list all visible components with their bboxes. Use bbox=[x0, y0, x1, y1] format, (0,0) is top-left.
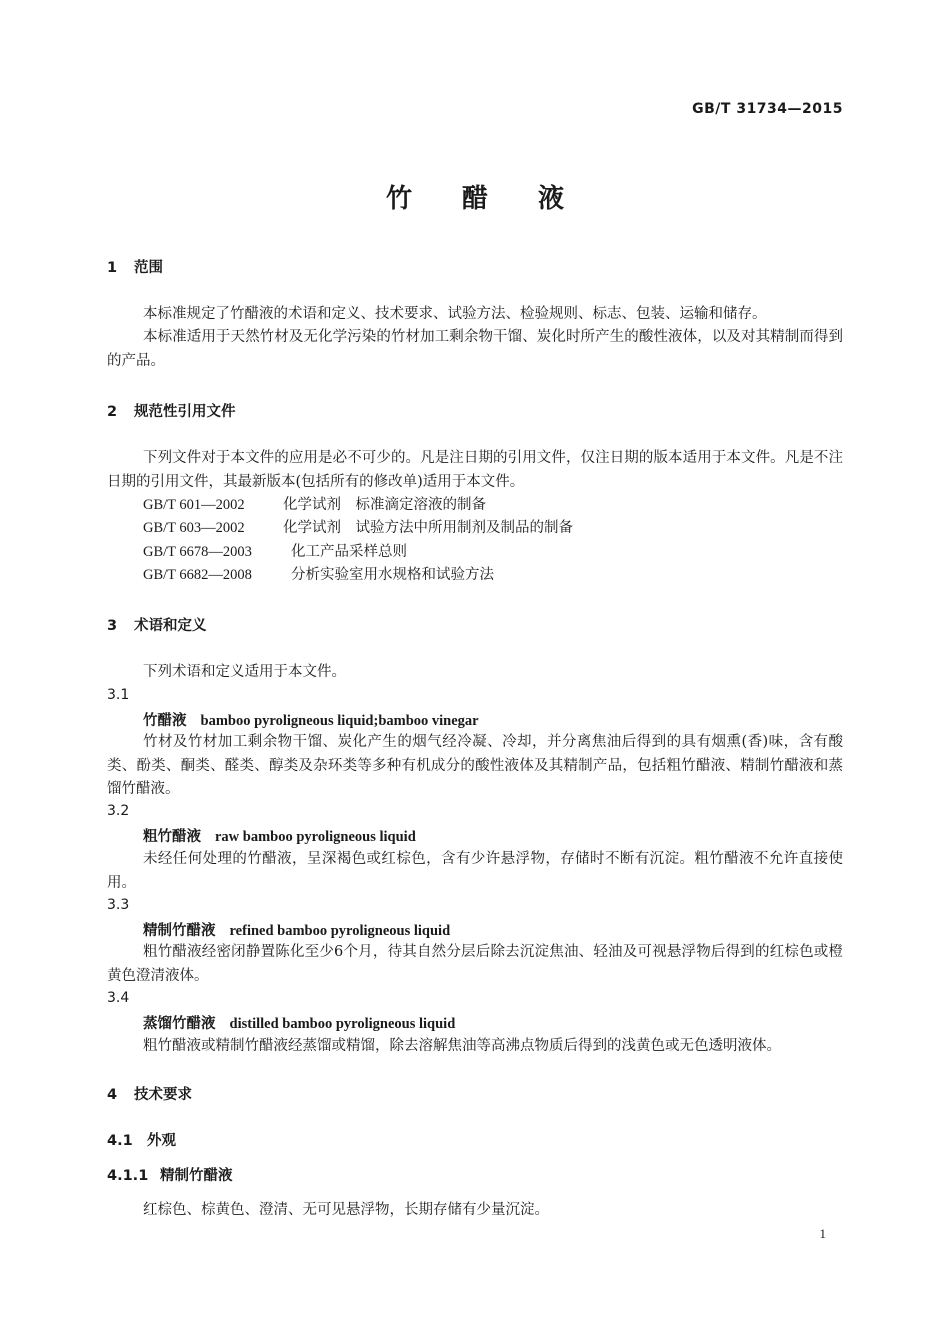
title-char: 醋 bbox=[461, 184, 488, 214]
section-1-heading bbox=[107, 256, 163, 277]
term-definition bbox=[107, 941, 843, 988]
reference-item bbox=[143, 541, 407, 565]
reference-code: GB/T 601—2002 bbox=[143, 497, 245, 513]
term-number: 3.1 bbox=[107, 687, 130, 703]
section-number: 2 bbox=[107, 404, 118, 420]
definition-text: 粗竹醋液或精制竹醋液经蒸馏或精馏，除去溶解焦油等高沸点物质后得到的浅黄色或无色透明液体。 bbox=[143, 1038, 781, 1054]
term-definition bbox=[107, 731, 843, 802]
term-zh: 粗竹醋液 bbox=[143, 828, 201, 845]
section-number: 3 bbox=[107, 618, 118, 634]
section-number: 4 bbox=[107, 1087, 118, 1103]
paragraph: 红棕色、棕黄色、澄清、无可见悬浮物，长期存储有少量沉淀。 bbox=[143, 1202, 549, 1218]
term-heading bbox=[143, 1012, 455, 1033]
subsection-4-1-heading bbox=[107, 1129, 176, 1150]
definition-text: 竹材及竹材加工剩余物干馏、炭化产生的烟气经冷凝、冷却，并分离焦油后得到的具有烟熏(香)味，含有酸类、酚类、酮类、醛类、醇类及杂环类等多种有机成分的酸性液体及其精制产品，包括粗竹醋液、精制竹醋液和蒸馏竹醋液。 bbox=[107, 734, 843, 797]
paragraph-text: 本标准适用于天然竹材及无化学污染的竹材加工剩余物干馏、炭化时所产生的酸性液体，以及对其精制而得到的产品。 bbox=[107, 329, 843, 369]
page-number: 1 bbox=[819, 1226, 826, 1241]
paragraph: 下列术语和定义适用于本文件。 bbox=[143, 664, 346, 680]
document-title bbox=[0, 178, 950, 215]
section-title: 术语和定义 bbox=[134, 618, 207, 634]
definition-text: 未经任何处理的竹醋液，呈深褐色或红棕色，含有少许悬浮物，存储时不断有沉淀。粗竹醋液不允许直接使用。 bbox=[107, 851, 843, 891]
term-definition bbox=[107, 848, 843, 895]
term-number: 3.4 bbox=[107, 990, 130, 1006]
reference-item bbox=[143, 494, 486, 518]
title-char: 液 bbox=[538, 184, 565, 214]
reference-item bbox=[143, 564, 494, 588]
subsection-4-1-1-heading bbox=[107, 1164, 233, 1185]
paragraph bbox=[107, 326, 843, 373]
section-3-heading bbox=[107, 614, 207, 635]
reference-code: GB/T 6682—2008 bbox=[143, 567, 252, 583]
term-heading bbox=[143, 709, 479, 730]
term-number: 3.3 bbox=[107, 897, 130, 913]
term-zh: 蒸馏竹醋液 bbox=[143, 1015, 216, 1032]
term-heading bbox=[143, 825, 416, 846]
section-title: 范围 bbox=[134, 260, 163, 276]
reference-item bbox=[143, 517, 573, 541]
term-definition bbox=[107, 1035, 843, 1059]
section-4-heading bbox=[107, 1083, 192, 1104]
term-number: 3.2 bbox=[107, 803, 130, 819]
reference-code: GB/T 603—2002 bbox=[143, 520, 245, 536]
term-zh: 精制竹醋液 bbox=[143, 922, 216, 939]
definition-text: 粗竹醋液经密闭静置陈化至少6个月，待其自然分层后除去沉淀焦油、轻油及可视悬浮物后得到的红棕色或橙黄色澄清液体。 bbox=[107, 944, 843, 984]
reference-title: 化学试剂 标准滴定溶液的制备 bbox=[283, 497, 486, 513]
subsection-title: 外观 bbox=[147, 1133, 176, 1149]
subsection-number: 4.1.1 bbox=[107, 1168, 149, 1184]
standard-code: GB/T 31734—2015 bbox=[692, 101, 843, 117]
reference-title: 化工产品采样总则 bbox=[291, 544, 407, 560]
section-number: 1 bbox=[107, 260, 118, 276]
title-char: 竹 bbox=[385, 184, 412, 214]
paragraph bbox=[107, 447, 843, 494]
paragraph-text: 下列文件对于本文件的应用是必不可少的。凡是注日期的引用文件，仅注日期的版本适用于本文件。凡是不注日期的引用文件，其最新版本(包括所有的修改单)适用于本文件。 bbox=[107, 450, 843, 490]
term-en: raw bamboo pyroligneous liquid bbox=[215, 829, 416, 845]
term-en: refined bamboo pyroligneous liquid bbox=[229, 923, 451, 939]
term-zh: 竹醋液 bbox=[143, 712, 187, 729]
section-2-heading bbox=[107, 400, 236, 421]
term-en: bamboo pyroligneous liquid;bamboo vinegar bbox=[200, 713, 479, 729]
reference-code: GB/T 6678—2003 bbox=[143, 544, 252, 560]
term-en: distilled bamboo pyroligneous liquid bbox=[229, 1016, 456, 1032]
reference-title: 化学试剂 试验方法中所用制剂及制品的制备 bbox=[283, 520, 573, 536]
section-title: 规范性引用文件 bbox=[134, 404, 236, 420]
term-heading bbox=[143, 919, 450, 940]
subsection-number: 4.1 bbox=[107, 1133, 133, 1149]
paragraph: 本标准规定了竹醋液的术语和定义、技术要求、试验方法、检验规则、标志、包装、运输和储存。 bbox=[143, 306, 767, 322]
subsection-title: 精制竹醋液 bbox=[160, 1168, 233, 1184]
section-title: 技术要求 bbox=[134, 1087, 192, 1103]
reference-title: 分析实验室用水规格和试验方法 bbox=[291, 567, 494, 583]
